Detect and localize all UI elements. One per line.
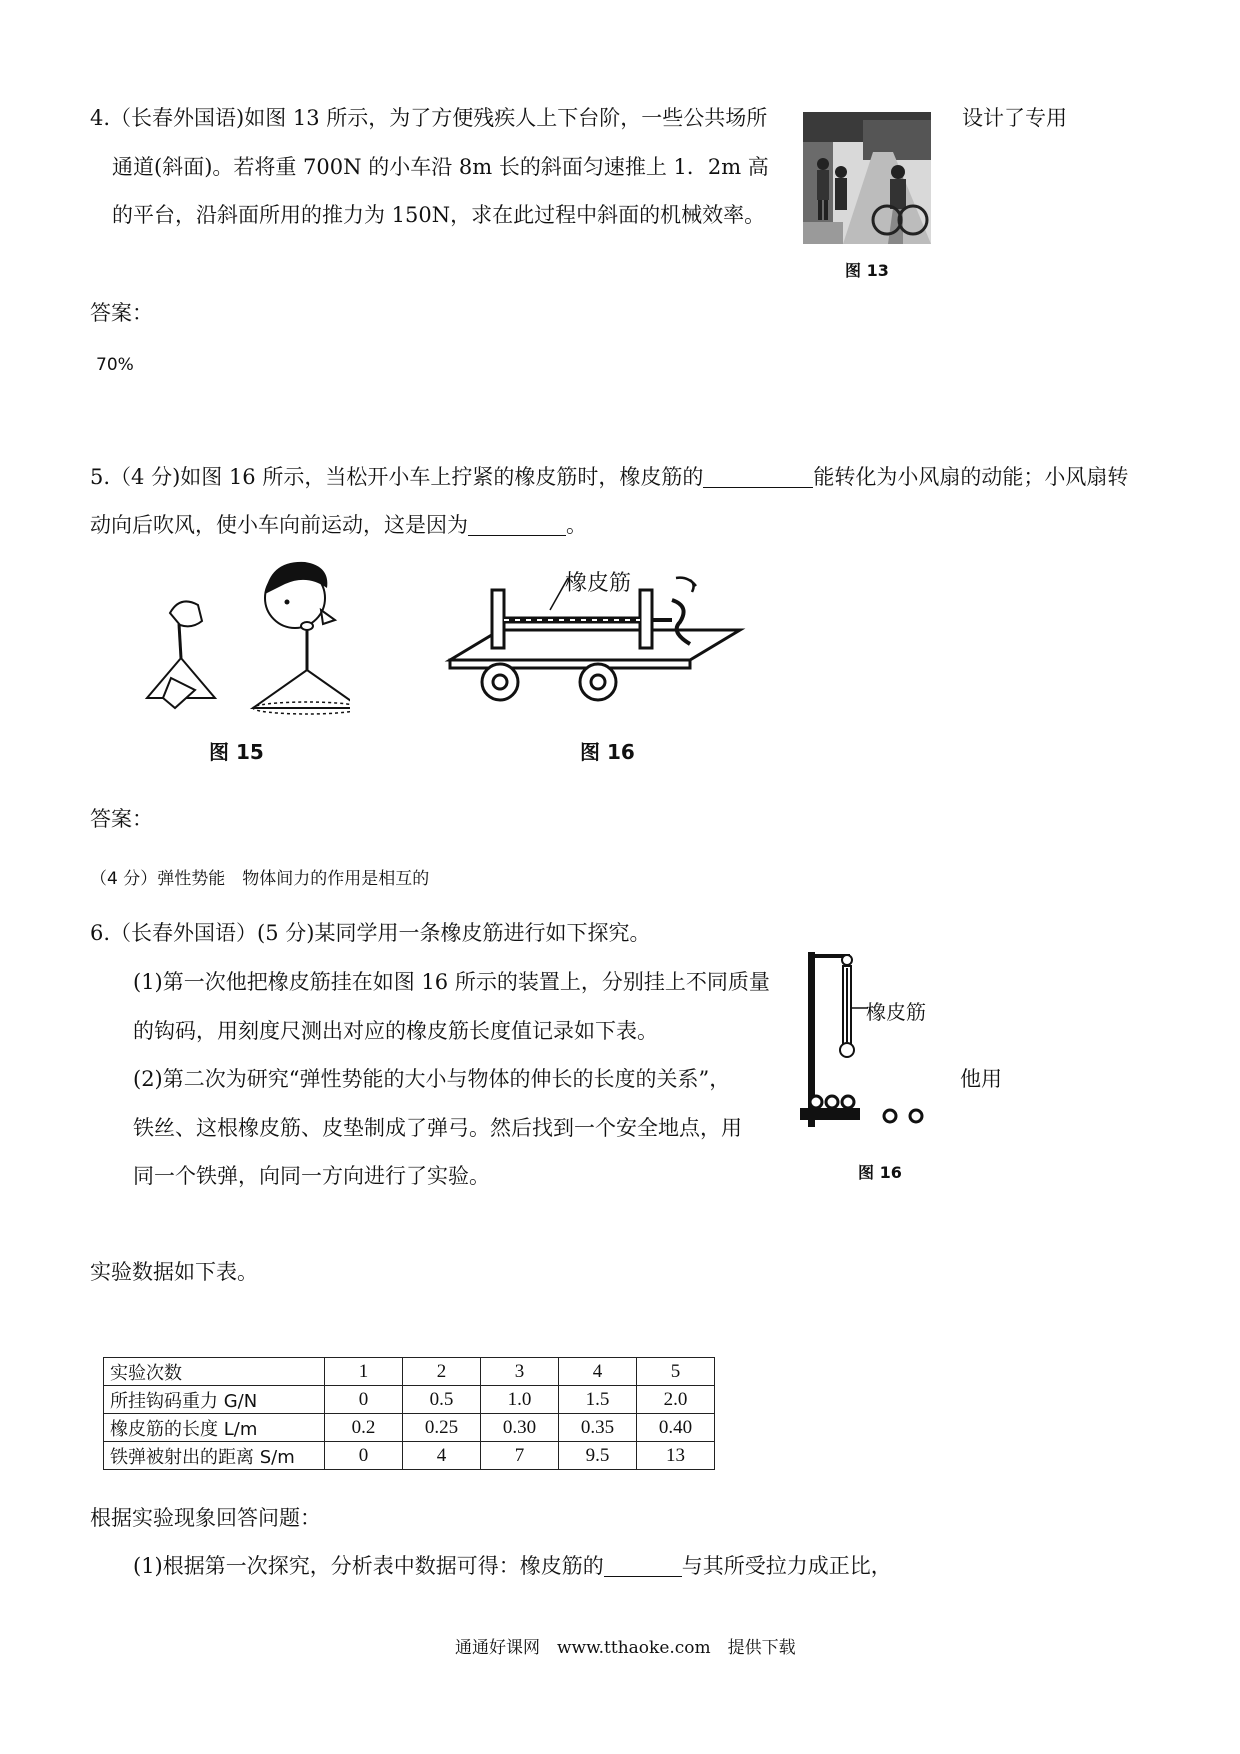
table-cell: 4 — [559, 1358, 637, 1386]
table-row — [104, 1358, 715, 1386]
q5-text-1a: 5.（4 分)如图 16 所示，当松开小车上拧紧的橡皮筋时，橡皮筋的 — [90, 465, 704, 489]
q5-text-2a: 动向后吹风，使小车向前运动，这是因为 — [90, 513, 468, 537]
q6-para2-line2: 铁丝、这根橡皮筋、皮垫制成了弹弓。然后找到一个安全地点，用 — [133, 1116, 742, 1140]
figure16-stand-label: 橡皮筋 — [866, 1000, 926, 1024]
q5-text-2b: 。 — [566, 513, 587, 537]
table-cell: 0.30 — [481, 1414, 559, 1442]
table-cell: 9.5 — [559, 1442, 637, 1470]
table-row — [104, 1442, 715, 1470]
q6-sub1 — [133, 1550, 892, 1580]
figure16-car-label: 橡皮筋 — [565, 571, 632, 596]
figure13-caption: 图 13 — [845, 261, 889, 280]
table-cell: 0.40 — [637, 1414, 715, 1442]
figure16-stand-caption: 图 16 — [858, 1163, 902, 1182]
q6-para2-line3: 同一个铁弹，向同一方向进行了实验。 — [133, 1164, 490, 1188]
funnel-experiment-figure15 — [135, 558, 350, 718]
figure16-caption: 图 16 — [580, 740, 635, 764]
q6-para1-line1: (1)第一次他把橡皮筋挂在如图 16 所示的装置上，分别挂上不同质量 — [133, 970, 770, 994]
q6-data-intro: 实验数据如下表。 — [90, 1260, 258, 1284]
q6-para1-line2: 的钩码，用刻度尺测出对应的橡皮筋长度值记录如下表。 — [133, 1019, 658, 1043]
q4-answer: 70% — [96, 355, 134, 375]
q6-para2-line1-right: 他用 — [960, 1067, 1002, 1091]
table-cell: 0 — [325, 1386, 403, 1414]
table-row-header: 铁弹被射出的距离 S/m — [104, 1442, 325, 1470]
q5-line-1 — [90, 461, 1128, 491]
table-cell: 4 — [403, 1442, 481, 1470]
table-cell: 0.5 — [403, 1386, 481, 1414]
q6-sub1-text-b: 与其所受拉力成正比， — [681, 1554, 892, 1578]
table-cell: 0.35 — [559, 1414, 637, 1442]
q4-line-3: 的平台，沿斜面所用的推力为 150N，求在此过程中斜面的机械效率。 — [112, 203, 766, 227]
q5-blank-2[interactable] — [468, 514, 566, 536]
q6-line-1: 6.（长春外国语）(5 分)某同学用一条橡皮筋进行如下探究。 — [90, 921, 651, 945]
ramp-photo-figure13 — [803, 112, 931, 244]
q4-line-1 — [90, 102, 767, 132]
table-cell: 0 — [325, 1442, 403, 1470]
q5-answer-label: 答案： — [90, 807, 153, 831]
q4-text-1a: 4.（长春外国语)如图 13 所示，为了方便残疾人上下台阶，一些公共场所 — [90, 106, 768, 130]
q5-text-1b: 能转化为小风扇的动能；小风扇转 — [813, 465, 1129, 489]
table-cell: 5 — [637, 1358, 715, 1386]
table-row — [104, 1414, 715, 1442]
q5-line-2 — [90, 509, 587, 539]
table-row-header: 实验次数 — [104, 1358, 325, 1386]
table-cell: 1 — [325, 1358, 403, 1386]
table-cell: 0.25 — [403, 1414, 481, 1442]
table-row-header: 所挂钩码重力 G/N — [104, 1386, 325, 1414]
q6-prompt: 根据实验现象回答问题： — [90, 1506, 321, 1530]
table-cell: 0.2 — [325, 1414, 403, 1442]
table-cell: 1.0 — [481, 1386, 559, 1414]
q6-para2-line1: (2)第二次为研究“弹性势能的大小与物体的伸长的长度的关系”， — [133, 1067, 731, 1091]
rubber-band-stand-figure16 — [800, 948, 940, 1138]
table-cell: 2 — [403, 1358, 481, 1386]
q6-sub1-text-a: (1)根据第一次探究，分析表中数据可得：橡皮筋的 — [133, 1554, 604, 1578]
table-cell: 1.5 — [559, 1386, 637, 1414]
table-cell: 3 — [481, 1358, 559, 1386]
q4-answer-label: 答案： — [90, 301, 153, 325]
q6-blank-1[interactable] — [604, 1555, 682, 1577]
table-row — [104, 1386, 715, 1414]
q4-text-1b: 设计了专用 — [962, 106, 1067, 130]
table-row-header: 橡皮筋的长度 L/m — [104, 1414, 325, 1442]
figure15-caption: 图 15 — [209, 740, 264, 764]
page-footer: 通通好课网 www.tthaoke.com 提供下载 — [455, 1638, 796, 1658]
q4-line-2: 通道(斜面)。若将重 700N 的小车沿 8m 长的斜面匀速推上 1．2m 高 — [112, 155, 769, 179]
experiment-data-table — [103, 1357, 715, 1470]
q5-blank-1[interactable] — [703, 466, 813, 488]
table-cell: 7 — [481, 1442, 559, 1470]
q5-answer: （4 分）弹性势能 物体间力的作用是相互的 — [90, 869, 430, 889]
table-cell: 2.0 — [637, 1386, 715, 1414]
table-cell: 13 — [637, 1442, 715, 1470]
